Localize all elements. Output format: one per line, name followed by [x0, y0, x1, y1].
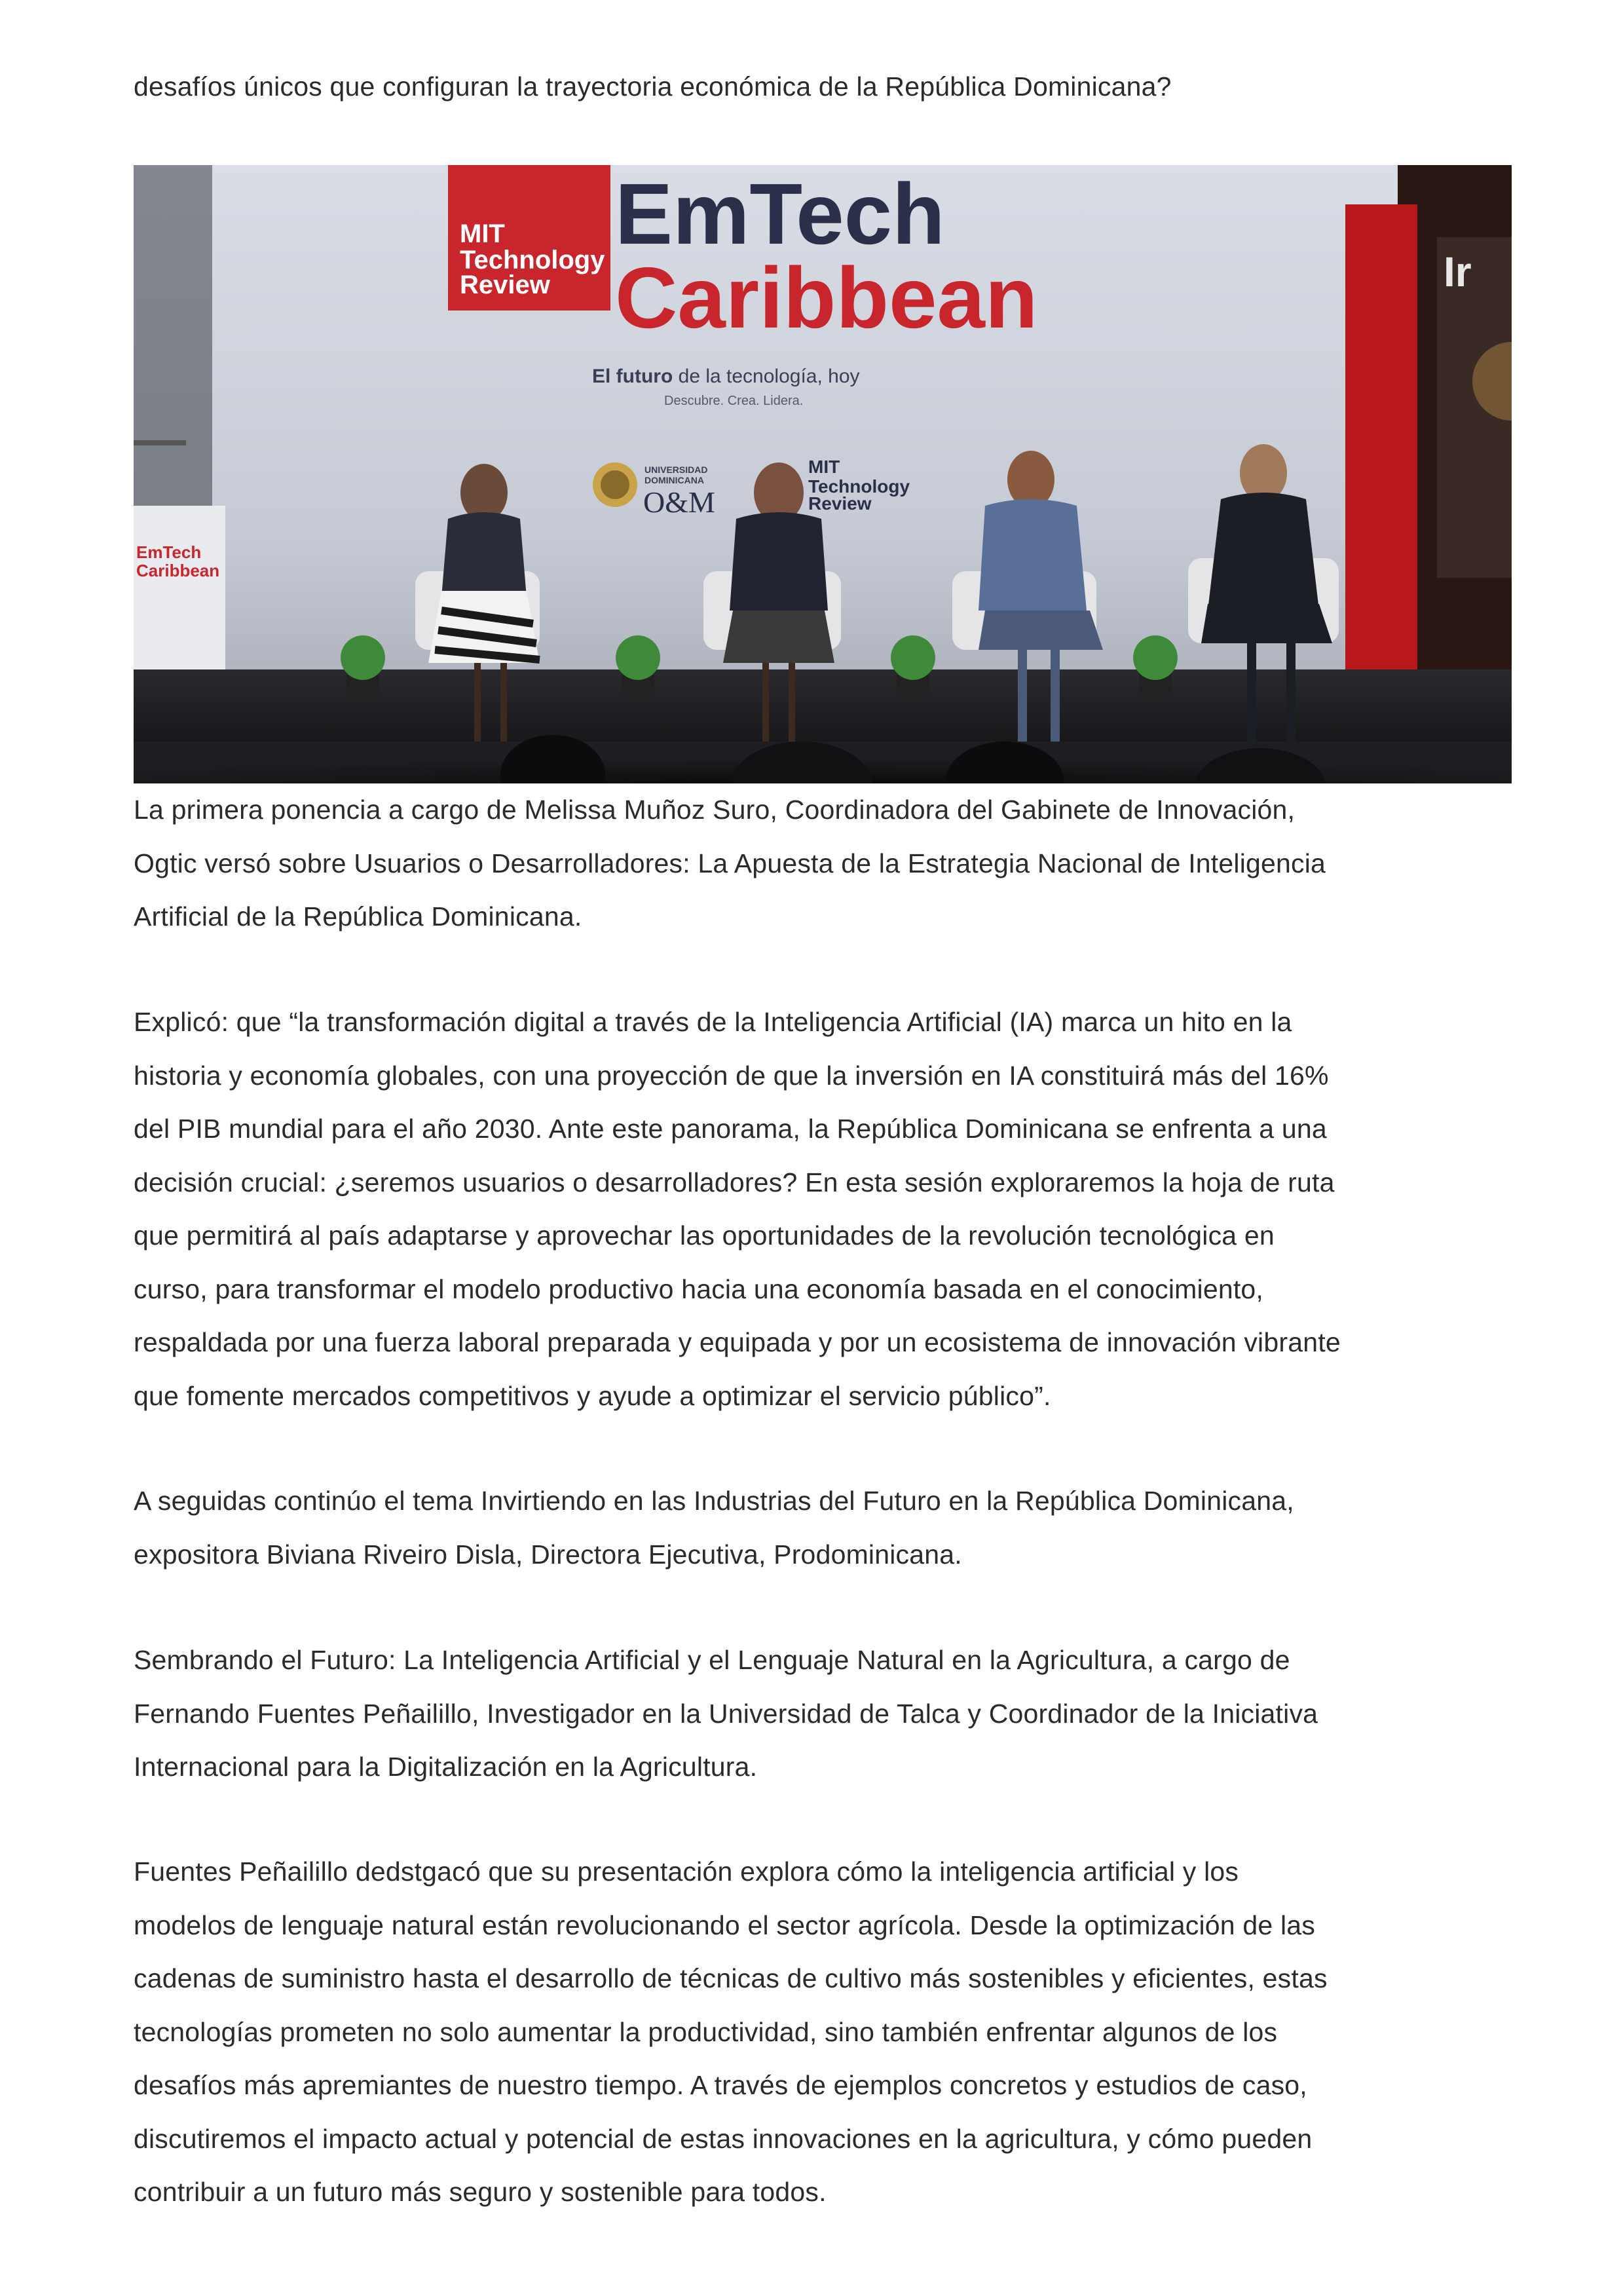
text-line: decisión crucial: ¿seremos usuarios o desarrolladores? En esta sesión exploraremos la hoja de ruta [134, 1167, 1335, 1197]
text-line: Fuentes Peñailillo dedstgacó que su presentación explora cómo la inteligencia artificial y los [134, 1856, 1239, 1887]
text-line: respaldada por una fuerza laboral preparada y equipada y por un ecosistema de innovación vibrante [134, 1327, 1341, 1357]
text-line: Fernando Fuentes Peñailillo, Investigador en la Universidad de Talca y Coordinador de la Iniciativa [134, 1698, 1318, 1729]
intro-line [134, 60, 1516, 114]
plant-2 [616, 635, 660, 696]
text-line: La primera ponencia a cargo de Melissa Muñoz Suro, Coordinadora del Gabinete de Innovación, [134, 795, 1296, 825]
paragraph-a-seguidas [134, 1475, 1516, 1581]
text-line: Ogtic versó sobre Usuarios o Desarrolladores: La Apuesta de la Estrategia Nacional de Inteligencia [134, 848, 1326, 878]
text-line: Explicó: que “la transformación digital a través de la Inteligencia Artificial (IA) marca un hito en la [134, 1007, 1292, 1037]
text-line: que fomente mercados competitivos y ayude a optimizar el servicio público”. [134, 1380, 1051, 1411]
om-logo-text: O&M [643, 485, 715, 519]
side-screen-letter: Ir [1444, 248, 1472, 295]
text-line: desafíos únicos que configuran la trayectoria económica de la República Dominicana? [134, 71, 1172, 102]
text-line: contribuir a un futuro más seguro y sostenible para todos. [134, 2177, 827, 2207]
text-line: curso, para transformar el modelo productivo hacia una economía basada en el conocimiento, [134, 1273, 1264, 1304]
text-line: discutiremos el impacto actual y potencial de estas innovaciones en la agricultura, y cómo pueden [134, 2123, 1313, 2154]
paragraph-fuentes [134, 1845, 1516, 2219]
banner-subtagline: Descubre. Crea. Lidera. [664, 394, 804, 408]
plant-4 [1133, 635, 1178, 696]
mit-small-logo: MIT Technology Review [808, 457, 910, 514]
text-line: del PIB mundial para el año 2030. Ante este panorama, la República Dominicana se enfrenta a una [134, 1114, 1327, 1144]
text-line: expositora Biviana Riveiro Disla, Directora Ejecutiva, Prodominicana. [134, 1539, 962, 1570]
text-line: modelos de lenguaje natural están revolucionando el sector agrícola. Desde la optimización de las [134, 1910, 1315, 1940]
paragraph-sembrando [134, 1634, 1516, 1794]
event-photo [134, 165, 1512, 783]
red-column [1345, 204, 1417, 742]
text-line: A seguidas continúo el tema Invirtiendo en las Industrias del Futuro en la República Dominicana, [134, 1486, 1294, 1516]
text-line: tecnologías prometen no solo aumentar la productividad, sino también enfrentar algunos de los [134, 2016, 1278, 2047]
text-line: Sembrando el Futuro: La Inteligencia Artificial y el Lenguaje Natural en la Agricultura, a cargo de [134, 1645, 1290, 1675]
text-line: Artificial de la República Dominicana. [134, 901, 582, 932]
banner-title-line2: Caribbean [615, 250, 1038, 346]
mit-logo-text: MIT Technology Review [460, 219, 605, 299]
paragraph-explico [134, 996, 1516, 1423]
plant-1 [341, 635, 385, 696]
banner-title-line1: EmTech [615, 166, 945, 262]
photo-caption [134, 783, 1516, 944]
plant-3 [891, 635, 935, 696]
text-line: cadenas de suministro hasta el desarrollo de técnicas de cultivo más sostenibles y eficientes, estas [134, 1963, 1328, 1993]
text-line: que permitirá al país adaptarse y aprovechar las oportunidades de la revolución tecnológica en [134, 1220, 1275, 1251]
text-line: desafíos más apremiantes de nuestro tiempo. A través de ejemplos concretos y estudios de caso, [134, 2070, 1307, 2100]
text-line: Internacional para la Digitalización en la Agricultura. [134, 1752, 758, 1782]
om-small-text: UNIVERSIDAD DOMINICANA [644, 464, 708, 485]
text-line: historia y economía globales, con una proyección de que la inversión en IA constituirá más del 16% [134, 1060, 1329, 1091]
event-photo-illustration [134, 165, 1512, 783]
banner-tagline: El futuro de la tecnología, hoy [592, 366, 860, 387]
podium-logo-text: EmTech Caribbean [136, 542, 220, 580]
